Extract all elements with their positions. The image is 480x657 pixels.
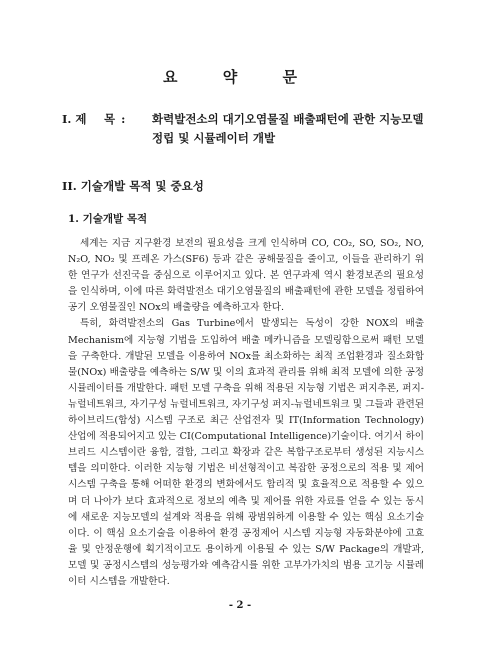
paragraph: 세계는 지금 지구환경 보전의 필요성을 크게 인식하며 CO, CO₂, SO, SO₂, NO, N₂O, NO₂ 및 프레온 가스(SF6) 등과 같은 공해물질을 줄이고, 이들을 관리하기 위한 연구가 선진국을 중심으로 이루어지고 있다. 본 연구과제 역시 환경보존의 필요성을 인식하며, 이에 따른 화력발전소 대기오염물질의 배출패턴에 관한 모델을 정립하여 공기 오염물질인 NOx의 배출량을 예측하고자 한다. bbox=[68, 238, 424, 314]
page-number: - 2 - bbox=[228, 600, 252, 611]
section-title-line1 bbox=[62, 110, 442, 129]
paragraph: 특히, 화력발전소의 Gas Turbine에서 발생되는 독성이 강한 NOX의 배출 Mechanism에 지능형 기법을 도입하여 배출 메카니즘을 모델링함으로써 패턴 모델을 구축한다. 개발된 모델을 이용하여 NOx를 최소화하는 최적 조업환경과 질소화합물(NOx) 배출량을 예측하는 S/W 및 이의 효과적 관리를 위해 최적 모델에 의한 공정 시뮬레이터를 개발한다. 패턴 모델 구축을 위해 적용된 지능형 기법은 퍼지추론, 퍼지-뉴럴네트워크, 자기구성 뉴럴네트워크, 자기구성 퍼지-뉴럴네트워크 및 그들과 관련된 하이브리드(합성) 시스템 구조로 최근 산업전자 및 IT(Information Technology) 산업에 적용되어지고 있는 CI(Computational Intelligence)기술이다. 여기서 하이브리드 시스템이란 융합, 결합, 그리고 확장과 같은 복합구조로부터 생성된 지능시스템을 의미한다. 이러한 지능형 기법은 비선형적이고 복잡한 공정으로의 적용 및 제어시스템 구축을 통해 어떠한 환경의 변화에서도 합리적 및 효율적으로 적용할 수 있으며 더 나아가 보다 효과적으로 정보의 예측 및 제어를 위한 자료를 얻을 수 있는 동시에 새로운 지능모델의 설계와 적용을 위해 광범위하게 이용할 수 있는 핵심 요소기술이다. 이 핵심 요소기술을 이용하여 환경 공정제어 시스템 지능형 자동화분야에 고효율 및 안정운행에 획기적이고도 용이하게 이용될 수 있는 S/W Package의 개발과, 모델 및 공정시스템의 성능평가와 예측감시를 위한 고부가가치의 범용 고기능 시뮬레이터 시스템을 개발한다. bbox=[68, 318, 424, 587]
section-number: I. 제 bbox=[62, 112, 87, 126]
body-text bbox=[68, 236, 424, 590]
section-title-block bbox=[62, 110, 442, 148]
subsection-heading: 1. 기술개발 목적 bbox=[68, 213, 148, 225]
section-heading: II. 기술개발 목적 및 중요성 bbox=[62, 179, 204, 193]
section-title-text: 화력발전소의 대기오염물질 배출패턴에 관한 지능모델 bbox=[152, 112, 424, 126]
section-title-line2: 정립 및 시뮬레이터 개발 bbox=[152, 131, 276, 145]
page-title: 요 약 문 bbox=[163, 68, 317, 86]
section-label: 목: bbox=[104, 112, 132, 126]
